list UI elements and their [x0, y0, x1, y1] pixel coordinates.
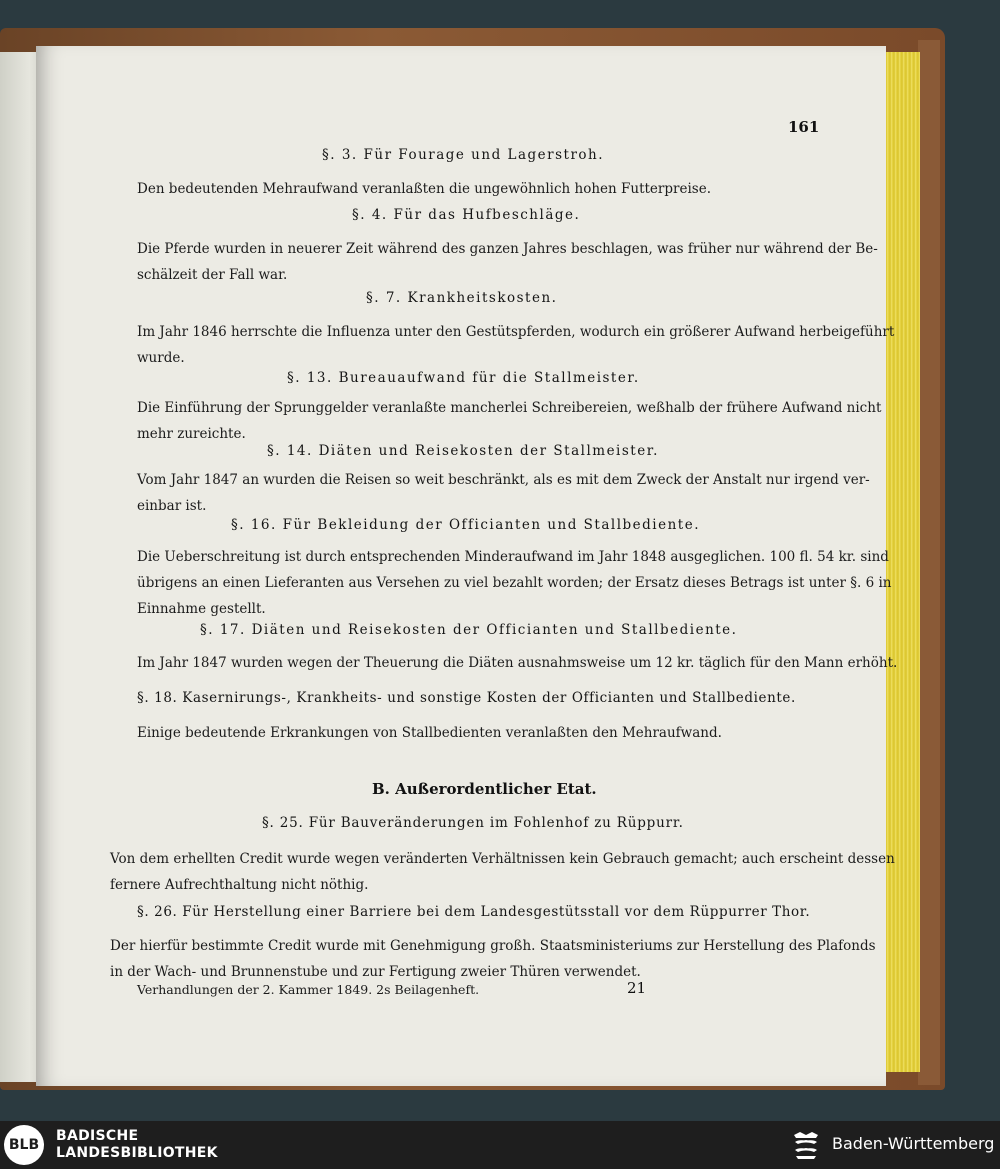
section-body: Von dem erhellten Credit wurde wegen veränderten Verhältnissen kein Gebrauch gemacht; auch erscheint dessen fernere Aufrechthaltung nicht nöthig.: [110, 851, 895, 893]
section-heading: §. 16. Für Bekleidung der Officianten und Stallbediente.: [231, 517, 701, 533]
library-name-line1: BADISCHE: [56, 1128, 139, 1144]
footer-note: Verhandlungen der 2. Kammer 1849. 2s Beilagenheft.: [137, 982, 480, 997]
library-name-line2: LANDESBIBLIOTHEK: [56, 1145, 218, 1161]
state-name[interactable]: Baden-Württemberg: [832, 1134, 995, 1153]
section-body: Im Jahr 1847 wurden wegen der Theuerung die Diäten ausnahmsweise um 12 kr. täglich für den Mann erhöht.: [137, 655, 898, 671]
state-coat-of-arms-icon[interactable]: [790, 1129, 822, 1161]
part-heading: B. Außerordentlicher Etat.: [372, 780, 597, 798]
cover-edge: [918, 40, 940, 1085]
section-heading: §. 25. Für Bauveränderungen im Fohlenhof zu Rüppurr.: [262, 815, 684, 831]
section-body: Vom Jahr 1847 an wurden die Reisen so weit beschränkt, als es mit dem Zweck der Anstalt nur irgend ver- einbar ist.: [137, 472, 870, 514]
section-body: Einige bedeutende Erkrankungen von Stallbedienten veranlaßten den Mehraufwand.: [137, 725, 722, 741]
section-body: Die Einführung der Sprunggelder veranlaßte mancherlei Schreibereien, weßhalb der frühere Aufwand nicht mehr zureichte.: [137, 400, 882, 442]
section-heading: §. 13. Bureauaufwand für die Stallmeister.: [287, 370, 640, 386]
signature-mark: 21: [627, 979, 647, 997]
section-body: Die Ueberschreitung ist durch entsprechenden Minderaufwand im Jahr 1848 ausgeglichen. 100 fl. 54 kr. sind übrigens an einen Lieferanten aus Versehen zu viel bezahlt worden; der Ersatz dieses Betrags ist unter §. 6 in Einnahme gestellt.: [137, 549, 892, 617]
section-body: Im Jahr 1846 herrschte die Influenza unter den Gestütspferden, wodurch ein größerer Aufwand herbeigeführt wurde.: [137, 324, 895, 366]
section-body: Den bedeutenden Mehraufwand veranlaßten die ungewöhnlich hohen Futterpreise.: [137, 181, 711, 197]
section-heading: §. 18. Kasernirungs-, Krankheits- und sonstige Kosten der Officianten und Stallbediente.: [137, 690, 796, 706]
blb-logo[interactable]: BLB: [4, 1125, 44, 1165]
section-heading: §. 26. Für Herstellung einer Barriere bei dem Landesgestütsstall vor dem Rüppurrer Thor.: [137, 904, 811, 920]
section-heading: §. 7. Krankheitskosten.: [366, 290, 558, 306]
section-heading: §. 4. Für das Hufbeschläge.: [352, 207, 581, 223]
section-heading: §. 17. Diäten und Reisekosten der Officianten und Stallbediente.: [200, 622, 738, 638]
section-heading: §. 14. Diäten und Reisekosten der Stallmeister.: [267, 443, 659, 459]
section-heading: §. 3. Für Fourage und Lagerstroh.: [322, 147, 605, 163]
library-name[interactable]: [56, 1128, 218, 1162]
footer-bar: [0, 1121, 1000, 1169]
section-body: Der hierfür bestimmte Credit wurde mit Genehmigung großh. Staatsministeriums zur Herstellung des Plafonds in der Wach- und Brunnenstube und zur Fertigung zweier Thüren verwendet.: [110, 938, 876, 980]
section-body: Die Pferde wurden in neuerer Zeit während des ganzen Jahres beschlagen, was früher nur während der Be- schälzeit der Fall war.: [137, 241, 878, 283]
page-number: 161: [788, 118, 820, 136]
